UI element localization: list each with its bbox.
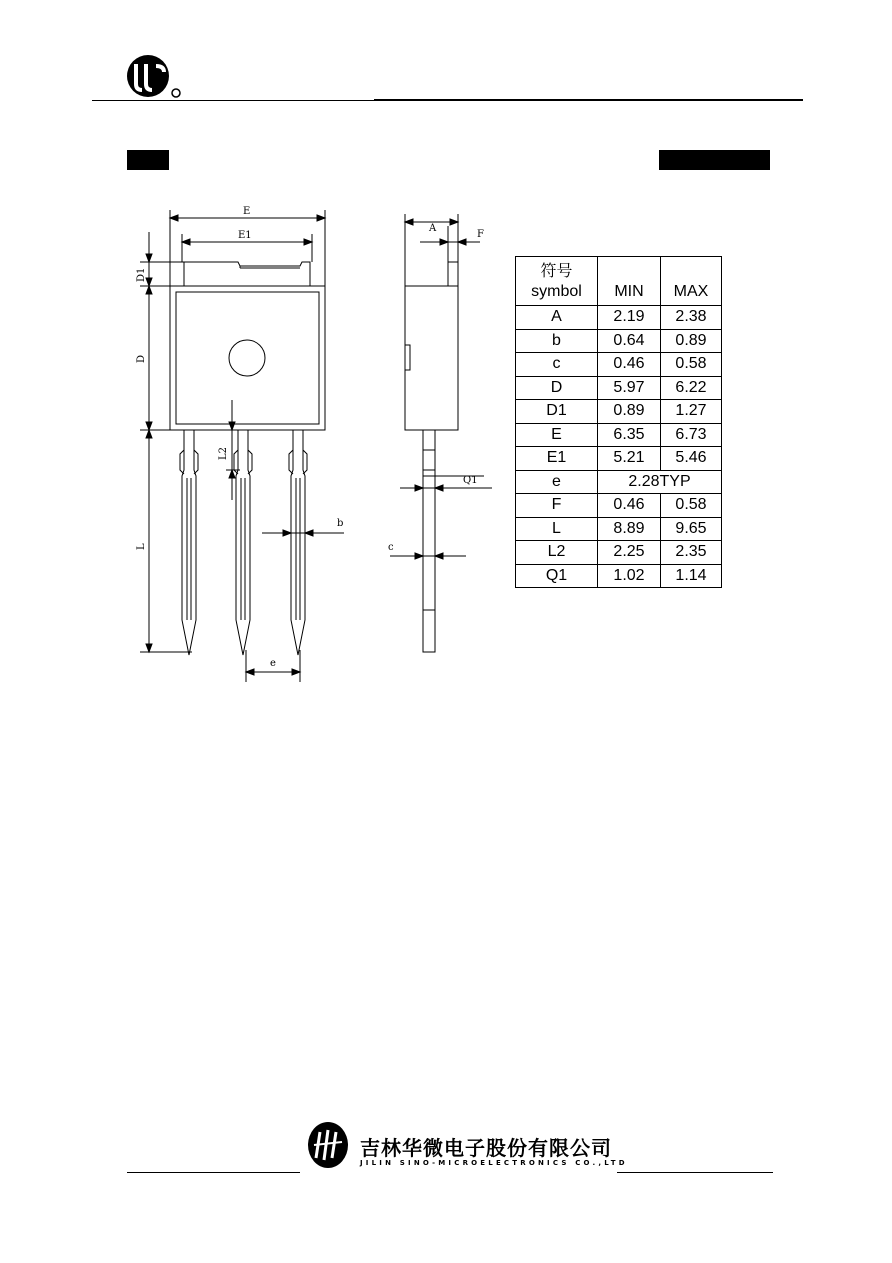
table-row — [516, 400, 722, 424]
header-symbol — [516, 257, 598, 306]
cell-min: 0.46 — [598, 494, 661, 518]
cell-min: 0.46 — [598, 353, 661, 377]
label-E: E — [243, 206, 251, 217]
cell-symbol: F — [516, 494, 598, 518]
cell-max: 2.38 — [661, 306, 722, 330]
cell-max: 0.58 — [661, 494, 722, 518]
cell-symbol: Q1 — [516, 564, 598, 588]
cell-symbol: D — [516, 376, 598, 400]
cell-min: 1.02 — [598, 564, 661, 588]
package-outline-drawing — [120, 195, 500, 695]
table-row — [516, 494, 722, 518]
leads — [180, 430, 307, 655]
cell-symbol: L2 — [516, 541, 598, 565]
cell-max: 2.35 — [661, 541, 722, 565]
footer-rule — [127, 1172, 300, 1173]
cell-symbol: E1 — [516, 447, 598, 471]
table-row — [516, 353, 722, 377]
header-rule — [92, 100, 374, 101]
cell-symbol: c — [516, 353, 598, 377]
side-view — [388, 214, 492, 652]
dimension-table — [515, 256, 722, 588]
table-row — [516, 447, 722, 471]
label-L2: L2 — [218, 446, 229, 460]
cell-min: 5.97 — [598, 376, 661, 400]
label-F: F — [477, 229, 484, 240]
label-L: L — [136, 543, 147, 550]
cell-max: 0.58 — [661, 353, 722, 377]
table-row — [516, 517, 722, 541]
table-row — [516, 423, 722, 447]
company-logo — [124, 54, 182, 100]
cell-min: 5.21 — [598, 447, 661, 471]
cell-min: 0.64 — [598, 329, 661, 353]
label-A: A — [429, 223, 437, 234]
label-E1: E1 — [238, 230, 252, 241]
table-row — [516, 329, 722, 353]
cell-symbol: E — [516, 423, 598, 447]
footer-company-english: JILIN SINO-MICROELECTRONICS CO.,LTD — [360, 1159, 628, 1167]
cell-symbol: b — [516, 329, 598, 353]
label-Q1: Q1 — [463, 475, 478, 486]
redacted-block — [127, 150, 169, 170]
cell-min: 8.89 — [598, 517, 661, 541]
label-b: b — [337, 518, 344, 529]
cell-max: 9.65 — [661, 517, 722, 541]
table-row — [516, 306, 722, 330]
table-header-row — [516, 257, 722, 306]
cell-max: 1.27 — [661, 400, 722, 424]
label-c: c — [388, 542, 394, 553]
cell-min: 2.19 — [598, 306, 661, 330]
label-D: D — [136, 354, 147, 363]
footer-logo-icon — [306, 1120, 350, 1170]
header-rule — [374, 99, 803, 101]
redacted-block — [659, 150, 770, 170]
header-symbol-cn: 符号 — [540, 263, 573, 280]
table-row — [516, 470, 722, 494]
cell-min: 2.25 — [598, 541, 661, 565]
cell-symbol: D1 — [516, 400, 598, 424]
table-row — [516, 376, 722, 400]
header-min: MIN — [598, 257, 661, 306]
label-e: e — [270, 658, 276, 669]
cell-max: 0.89 — [661, 329, 722, 353]
cell-max: 1.14 — [661, 564, 722, 588]
cell-min: 6.35 — [598, 423, 661, 447]
cell-symbol: e — [516, 470, 598, 494]
cell-symbol: A — [516, 306, 598, 330]
header-symbol-en: symbol — [531, 283, 582, 300]
cell-symbol: L — [516, 517, 598, 541]
cell-min: 0.89 — [598, 400, 661, 424]
footer-rule — [617, 1172, 773, 1173]
label-D1: D1 — [136, 267, 147, 282]
cell-typ: 2.28TYP — [598, 470, 722, 494]
header-max: MAX — [661, 257, 722, 306]
cell-max: 6.22 — [661, 376, 722, 400]
footer-company-name: 吉林华微电子股份有限公司 — [360, 1136, 612, 1160]
table-row — [516, 541, 722, 565]
table-row — [516, 564, 722, 588]
cell-max: 5.46 — [661, 447, 722, 471]
front-view — [136, 206, 344, 682]
cell-max: 6.73 — [661, 423, 722, 447]
